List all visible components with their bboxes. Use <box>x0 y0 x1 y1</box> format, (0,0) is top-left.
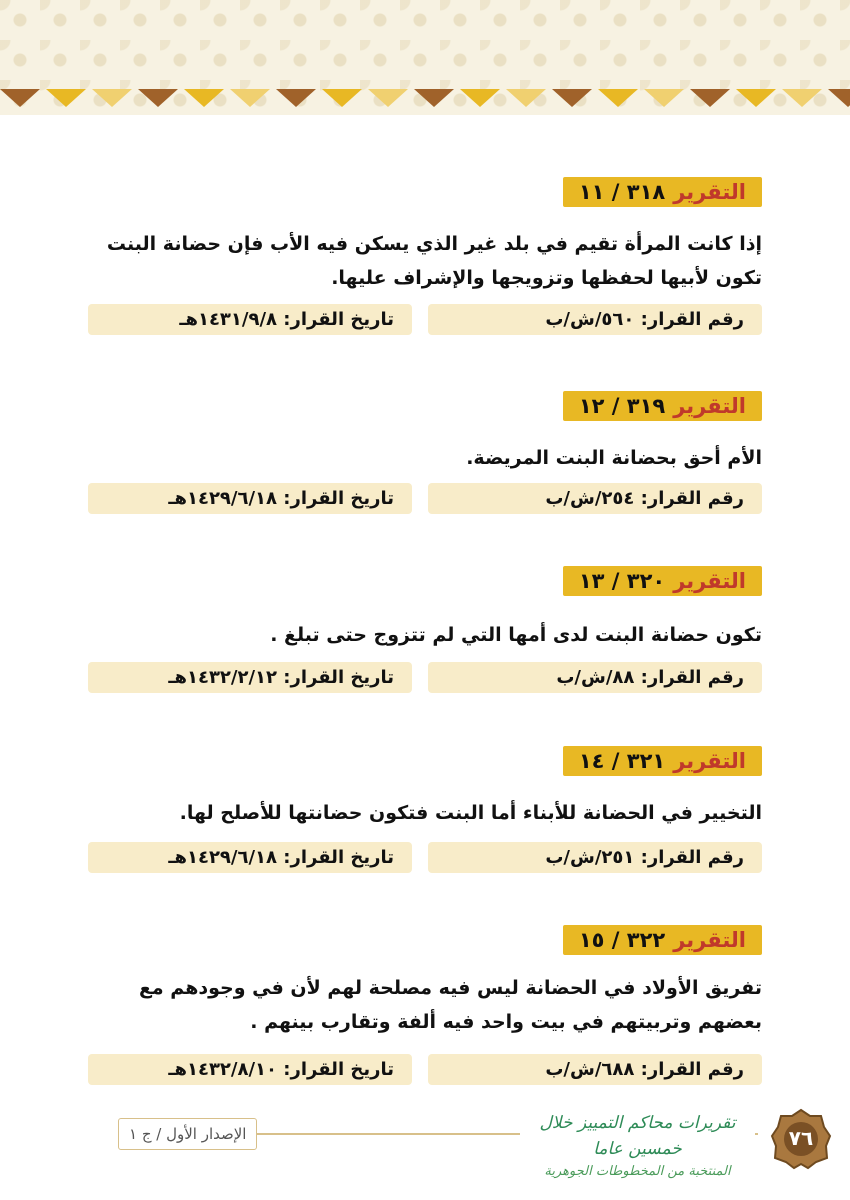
decorative-triangle <box>138 89 178 107</box>
volume-label: الإصدار الأول / ج ١ <box>118 1118 257 1150</box>
decision-number-box: رقم القرار: ٦٨٨/ش/ب <box>428 1054 762 1085</box>
report-title-word: التقرير <box>673 569 746 593</box>
decorative-triangle <box>414 89 454 107</box>
decision-date-box: تاريخ القرار: ١٤٢٩/٦/١٨هـ <box>88 483 412 514</box>
report-title-badge <box>563 746 762 776</box>
decision-date-box: تاريخ القرار: ١٤٣١/٩/٨هـ <box>88 304 412 335</box>
report-title-word: التقرير <box>673 394 746 418</box>
page-number: ٧٦ <box>788 1126 814 1150</box>
decorative-triangle <box>184 89 224 107</box>
page-number-medallion <box>770 1108 832 1170</box>
decorative-triangle <box>736 89 776 107</box>
report-title-number: ٣٢١ / ١٤ <box>578 749 666 773</box>
decision-number-box: رقم القرار: ٢٥٤/ش/ب <box>428 483 762 514</box>
decorative-triangle <box>92 89 132 107</box>
report-title-number: ٣١٩ / ١٢ <box>578 394 666 418</box>
report-title-number: ٣١٨ / ١١ <box>578 180 666 204</box>
report-title-number: ٣٢٢ / ١٥ <box>578 928 666 952</box>
decorative-triangle <box>368 89 408 107</box>
report-title-badge <box>563 177 762 207</box>
decision-number-box: رقم القرار: ٨٨/ش/ب <box>428 662 762 693</box>
report-title-badge <box>563 566 762 596</box>
report-body-text: التخيير في الحضانة للأبناء أما البنت فتكون حضانتها للأصلح لها. <box>179 802 762 824</box>
decision-date-box: تاريخ القرار: ١٤٣٢/٨/١٠هـ <box>88 1054 412 1085</box>
decorative-triangle <box>230 89 270 107</box>
report-title-word: التقرير <box>673 180 746 204</box>
report-title-word: التقرير <box>673 928 746 952</box>
decorative-triangle <box>828 89 850 107</box>
report-body-text: تكون حضانة البنت لدى أمها التي لم تتزوج حتى تبلغ . <box>270 624 762 646</box>
report-title-badge <box>563 925 762 955</box>
decorative-triangle <box>552 89 592 107</box>
decorative-triangle <box>460 89 500 107</box>
report-body-text: إذا كانت المرأة تقيم في بلد غير الذي يسكن فيه الأب فإن حضانة البنت تكون لأبيها لحفظها وتزويجها والإشراف عليها. <box>106 233 762 289</box>
report-body-text: تفريق الأولاد في الحضانة ليس فيه مصلحة لهم لأن في وجودهم مع بعضهم وتربيتهم في بيت واحد فيه ألفة وتقارب بينهم . <box>138 977 762 1033</box>
decision-number-box: رقم القرار: ٢٥١/ش/ب <box>428 842 762 873</box>
header-pattern-band <box>0 0 850 115</box>
decorative-triangle <box>0 89 40 107</box>
decision-date-box: تاريخ القرار: ١٤٢٩/٦/١٨هـ <box>88 842 412 873</box>
book-logo-title: تقريرات محاكم التمييز خلال خمسين عاما <box>520 1110 755 1162</box>
decorative-triangle <box>276 89 316 107</box>
report-body-text: الأم أحق بحضانة البنت المريضة. <box>466 447 762 469</box>
decorative-triangle <box>782 89 822 107</box>
report-title-badge <box>563 391 762 421</box>
decorative-triangle <box>690 89 730 107</box>
book-logo-subtitle: المنتخبة من المخطوطات الجوهرية <box>544 1164 731 1179</box>
report-title-number: ٣٢٠ / ١٣ <box>578 569 666 593</box>
decision-number-box: رقم القرار: ٥٦٠/ش/ب <box>428 304 762 335</box>
header-triangle-border <box>0 85 850 115</box>
book-logo <box>520 1110 755 1179</box>
decorative-triangle <box>598 89 638 107</box>
decorative-triangle <box>322 89 362 107</box>
decision-date-box: تاريخ القرار: ١٤٣٢/٢/١٢هـ <box>88 662 412 693</box>
decorative-triangle <box>506 89 546 107</box>
report-title-word: التقرير <box>673 749 746 773</box>
decorative-triangle <box>46 89 86 107</box>
decorative-triangle <box>644 89 684 107</box>
